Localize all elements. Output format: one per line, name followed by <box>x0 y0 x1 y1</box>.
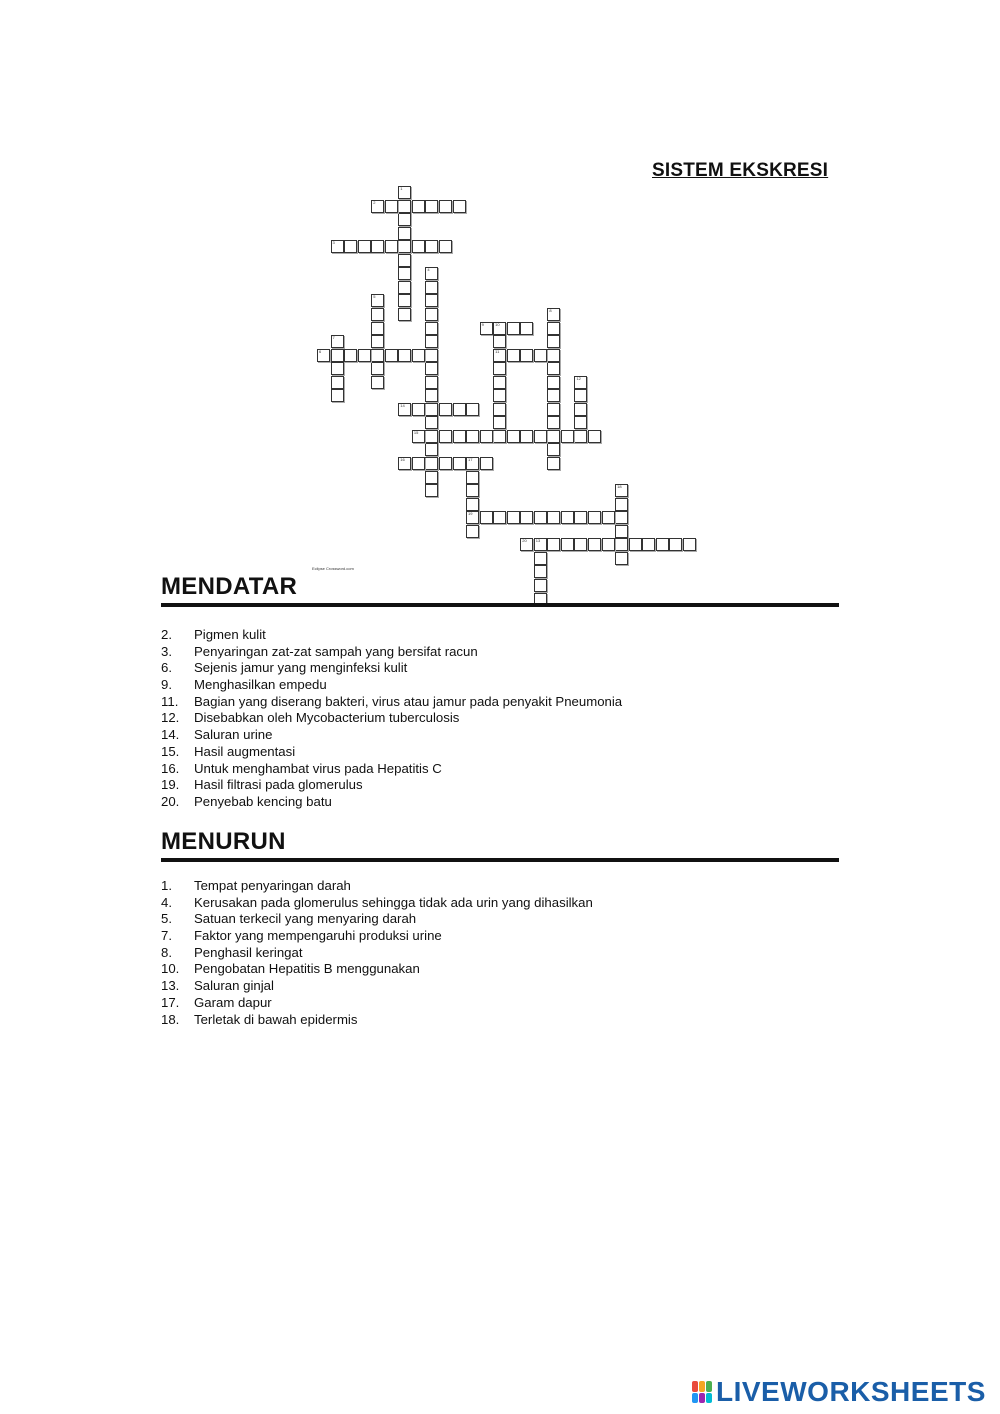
mendatar-clue-item <box>161 627 622 644</box>
crossword-cell[interactable] <box>547 389 560 402</box>
clue-text: Tempat penyaringan darah <box>194 878 351 893</box>
crossword-cell[interactable] <box>425 457 438 470</box>
crossword-cell[interactable] <box>371 294 384 307</box>
crossword-cell[interactable] <box>493 376 506 389</box>
crossword-cell[interactable] <box>398 227 411 240</box>
crossword-cell[interactable] <box>615 484 628 497</box>
crossword-cell[interactable] <box>412 403 425 416</box>
crossword-cell[interactable] <box>412 349 425 362</box>
clue-text: Pigmen kulit <box>194 627 266 642</box>
clue-number: 14. <box>161 727 180 743</box>
crossword-cell[interactable] <box>439 200 452 213</box>
crossword-cell[interactable] <box>534 511 547 524</box>
crossword-cell[interactable] <box>588 538 601 551</box>
clue-number: 12. <box>161 710 180 726</box>
cell-number: 15 <box>413 429 419 435</box>
clue-text: Disebabkan oleh Mycobacterium tuberculosis <box>194 710 460 726</box>
crossword-cell[interactable] <box>466 498 479 511</box>
clue-text: Penyaringan zat-zat sampah yang bersifat racun <box>194 643 478 659</box>
crossword-cell[interactable] <box>317 349 330 362</box>
crossword-cell[interactable] <box>534 538 547 551</box>
clue-text: Faktor yang mempengaruhi produksi urine <box>194 928 442 944</box>
crossword-cell[interactable] <box>371 335 384 348</box>
crossword-cell[interactable] <box>398 294 411 307</box>
crossword-cell[interactable] <box>371 376 384 389</box>
mendatar-clue-item <box>161 727 622 744</box>
cell-number: 11 <box>495 348 500 354</box>
crossword-cell[interactable] <box>425 267 438 280</box>
crossword-cell[interactable] <box>371 200 384 213</box>
crossword-cell[interactable] <box>425 376 438 389</box>
crossword-cell[interactable] <box>412 200 425 213</box>
crossword-cell[interactable] <box>398 281 411 294</box>
crossword-cell[interactable] <box>683 538 696 551</box>
clue-number: 3. <box>161 643 172 659</box>
mendatar-clue-item <box>161 644 622 661</box>
clue-text: Untuk menghambat virus pada Hepatitis C <box>194 760 442 776</box>
crossword-cell[interactable] <box>412 430 425 443</box>
crossword-cell[interactable] <box>493 349 506 362</box>
clue-text: Terletak di bawah epidermis <box>194 1011 358 1027</box>
clue-text: Penghasil keringat <box>194 944 303 960</box>
menurun-clue-item <box>161 961 593 978</box>
clue-text: Saluran ginjal <box>194 978 274 994</box>
crossword-cell[interactable] <box>574 416 587 429</box>
crossword-cell[interactable] <box>561 511 574 524</box>
logo-icon <box>692 1381 712 1403</box>
crossword-cell[interactable] <box>425 443 438 456</box>
crossword-cell[interactable] <box>466 471 479 484</box>
crossword-cell[interactable] <box>425 335 438 348</box>
crossword-cell[interactable] <box>615 511 628 524</box>
clue-text: Saluran urine <box>194 727 273 743</box>
crossword-cell[interactable] <box>574 389 587 402</box>
clue-text: Kerusakan pada glomerulus sehingga tidak ada urin yang dihasilkan <box>194 894 593 910</box>
crossword-cell[interactable] <box>425 308 438 321</box>
crossword-cell[interactable] <box>412 457 425 470</box>
crossword-cell[interactable] <box>588 511 601 524</box>
crossword-cell[interactable] <box>547 416 560 429</box>
menurun-clue-item <box>161 978 593 995</box>
clue-number: 19. <box>161 777 180 793</box>
mendatar-clue-list <box>161 627 622 811</box>
cell-number: 12 <box>576 375 581 381</box>
mendatar-rule <box>161 603 839 607</box>
clue-number: 5. <box>161 911 172 927</box>
crossword-cell[interactable] <box>507 430 520 443</box>
crossword-cell[interactable] <box>547 349 560 362</box>
crossword-cell[interactable] <box>439 430 452 443</box>
menurun-clue-item <box>161 945 593 962</box>
clue-text: Hasil filtrasi pada glomerulus <box>194 777 363 793</box>
crossword-cell[interactable] <box>331 376 344 389</box>
crossword-cell[interactable] <box>425 430 438 443</box>
crossword-cell[interactable] <box>520 430 533 443</box>
crossword-cell[interactable] <box>425 484 438 497</box>
crossword-cell[interactable] <box>331 349 344 362</box>
crossword-cell[interactable] <box>398 240 411 253</box>
clue-text: Menghasilkan empedu <box>194 677 327 693</box>
cell-number: 1 <box>400 186 403 191</box>
crossword-cell[interactable] <box>466 403 479 416</box>
menurun-clue-item <box>161 911 593 928</box>
crossword-cell[interactable] <box>547 335 560 348</box>
logo-text: LIVEWORKSHEETS <box>716 1376 986 1407</box>
crossword-cell[interactable] <box>425 200 438 213</box>
cell-number: 7 <box>332 335 335 341</box>
crossword-cell[interactable] <box>547 376 560 389</box>
crossword-cell[interactable] <box>453 457 466 470</box>
menurun-clue-list <box>161 878 593 1028</box>
crossword-cell[interactable] <box>534 579 547 592</box>
menurun-clue-item <box>161 1012 593 1029</box>
crossword-cell[interactable] <box>520 511 533 524</box>
crossword-cell[interactable] <box>331 362 344 375</box>
crossword-cell[interactable] <box>466 525 479 538</box>
crossword-cell[interactable] <box>520 538 533 551</box>
crossword-cell[interactable] <box>398 267 411 280</box>
clue-number: 7. <box>161 928 172 944</box>
crossword-cell[interactable] <box>574 538 587 551</box>
crossword-cell[interactable] <box>371 308 384 321</box>
crossword-cell[interactable] <box>425 403 438 416</box>
cell-number: 19 <box>468 511 473 517</box>
crossword-cell[interactable] <box>615 498 628 511</box>
crossword-cell[interactable] <box>425 471 438 484</box>
crossword-cell[interactable] <box>507 349 520 362</box>
crossword-cell[interactable] <box>547 511 560 524</box>
cell-number: 16 <box>400 457 405 462</box>
crossword-cell[interactable] <box>534 565 547 578</box>
crossword-cell[interactable] <box>439 403 452 416</box>
crossword-cell[interactable] <box>331 389 344 402</box>
crossword-cell[interactable] <box>398 308 411 321</box>
crossword-cell[interactable] <box>480 430 493 443</box>
crossword-cell[interactable] <box>371 322 384 335</box>
clue-text: Sejenis jamur yang menginfeksi kulit <box>194 660 408 676</box>
mendatar-clue-item <box>161 794 622 811</box>
crossword-cell[interactable] <box>615 525 628 538</box>
crossword-cell[interactable] <box>425 240 438 253</box>
clue-number: 17. <box>161 994 180 1010</box>
credit-text: Eclipse Crossword.com <box>312 566 354 571</box>
mendatar-clue-item <box>161 777 622 794</box>
crossword-cell[interactable] <box>493 403 506 416</box>
crossword-cell[interactable] <box>642 538 655 551</box>
crossword-cell[interactable] <box>493 430 506 443</box>
crossword-cell[interactable] <box>344 349 357 362</box>
cell-number: 20 <box>522 538 527 544</box>
crossword-cell[interactable] <box>520 322 533 335</box>
crossword-cell[interactable] <box>561 538 574 551</box>
crossword-cell[interactable] <box>507 511 520 524</box>
crossword-cell[interactable] <box>398 254 411 267</box>
crossword-cell[interactable] <box>547 443 560 456</box>
mendatar-clue-item <box>161 677 622 694</box>
clue-text: Bagian yang diserang bakteri, virus atau jamur pada penyakit Pneumonia <box>194 693 623 709</box>
crossword-cell[interactable] <box>331 240 344 253</box>
clue-text: Pengobatan Hepatitis B menggunakan <box>194 961 420 977</box>
menurun-heading: MENURUN <box>161 828 286 855</box>
crossword-cell[interactable] <box>547 403 560 416</box>
mendatar-heading: MENDATAR <box>161 573 298 600</box>
crossword-cell[interactable] <box>425 349 438 362</box>
clue-number: 16. <box>161 760 180 776</box>
crossword-cell[interactable] <box>480 322 493 335</box>
crossword-cell[interactable] <box>331 335 344 348</box>
crossword-cell[interactable] <box>439 457 452 470</box>
crossword-cell[interactable] <box>588 430 601 443</box>
crossword-cell[interactable] <box>398 349 411 362</box>
crossword-cell[interactable] <box>425 416 438 429</box>
crossword-cell[interactable] <box>425 281 438 294</box>
crossword-cell[interactable] <box>371 349 384 362</box>
crossword-cell[interactable] <box>547 430 560 443</box>
clue-number: 4. <box>161 894 172 910</box>
crossword-cell[interactable] <box>656 538 669 551</box>
crossword-cell[interactable] <box>466 430 479 443</box>
mendatar-clue-item <box>161 694 622 711</box>
crossword-cell[interactable] <box>385 240 398 253</box>
cell-number: 3 <box>332 240 335 246</box>
crossword-cell[interactable] <box>398 186 411 199</box>
clue-number: 2. <box>161 627 172 642</box>
clue-number: 6. <box>161 660 172 676</box>
clue-number: 8. <box>161 944 172 960</box>
cell-number: 18 <box>617 484 622 490</box>
crossword-cell[interactable] <box>574 430 587 443</box>
cell-number: 6 <box>319 348 322 354</box>
crossword-cell[interactable] <box>615 538 628 551</box>
crossword-cell[interactable] <box>561 430 574 443</box>
crossword-cell[interactable] <box>425 362 438 375</box>
crossword-cell[interactable] <box>493 322 506 335</box>
cell-number: 5 <box>373 294 376 300</box>
liveworksheets-logo <box>692 1376 986 1408</box>
clue-number: 10. <box>161 961 180 977</box>
crossword-cell[interactable] <box>615 552 628 565</box>
clue-text: Penyebab kencing batu <box>194 793 332 809</box>
crossword-cell[interactable] <box>453 403 466 416</box>
crossword-cell[interactable] <box>453 200 466 213</box>
crossword-cell[interactable] <box>602 538 615 551</box>
mendatar-clue-item <box>161 761 622 778</box>
clue-number: 11. <box>161 693 179 709</box>
cell-number: 14 <box>400 402 405 408</box>
crossword-cell[interactable] <box>547 308 560 321</box>
crossword-cell[interactable] <box>493 362 506 375</box>
crossword-cell[interactable] <box>534 349 547 362</box>
cell-number: 9 <box>481 321 484 327</box>
crossword-cell[interactable] <box>371 240 384 253</box>
crossword-cell[interactable] <box>534 552 547 565</box>
crossword-cell[interactable] <box>385 200 398 213</box>
menurun-clue-item <box>161 895 593 912</box>
crossword-cell[interactable] <box>425 389 438 402</box>
page-title: SISTEM EKSKRESI <box>652 160 829 181</box>
crossword-cell[interactable] <box>425 322 438 335</box>
crossword-cell[interactable] <box>493 511 506 524</box>
clue-text: Hasil augmentasi <box>194 743 296 759</box>
crossword-cell[interactable] <box>493 416 506 429</box>
crossword-cell[interactable] <box>520 349 533 362</box>
crossword-cell[interactable] <box>629 538 642 551</box>
crossword-cell[interactable] <box>547 538 560 551</box>
crossword-cell[interactable] <box>493 335 506 348</box>
crossword-cell[interactable] <box>493 389 506 402</box>
mendatar-clue-item <box>161 710 622 727</box>
crossword-cell[interactable] <box>547 322 560 335</box>
crossword-cell[interactable] <box>398 403 411 416</box>
cell-number: 4 <box>427 267 430 273</box>
crossword-cell[interactable] <box>344 240 357 253</box>
crossword-cell[interactable] <box>507 322 520 335</box>
crossword-grid[interactable] <box>0 0 1000 600</box>
menurun-clue-item <box>161 928 593 945</box>
clue-number: 15. <box>161 743 180 759</box>
crossword-cell[interactable] <box>358 349 371 362</box>
clue-number: 20. <box>161 793 180 809</box>
clue-text: Garam dapur <box>194 994 272 1010</box>
crossword-cell[interactable] <box>385 349 398 362</box>
clue-text: Satuan terkecil yang menyaring darah <box>194 911 417 927</box>
crossword-cell[interactable] <box>358 240 371 253</box>
cell-number: 8 <box>549 307 552 313</box>
crossword-cell[interactable] <box>480 511 493 524</box>
crossword-cell[interactable] <box>425 294 438 307</box>
crossword-cell[interactable] <box>453 430 466 443</box>
crossword-cell[interactable] <box>398 457 411 470</box>
crossword-cell[interactable] <box>602 511 615 524</box>
menurun-clue-item <box>161 878 593 895</box>
cell-number: 2 <box>373 199 376 205</box>
crossword-cell[interactable] <box>547 362 560 375</box>
crossword-cell[interactable] <box>574 403 587 416</box>
crossword-cell[interactable] <box>371 362 384 375</box>
crossword-cell[interactable] <box>534 430 547 443</box>
mendatar-clue-item <box>161 660 622 677</box>
menurun-clue-item <box>161 995 593 1012</box>
crossword-cell[interactable] <box>398 213 411 226</box>
cell-number: 13 <box>535 538 541 544</box>
crossword-cell[interactable] <box>466 511 479 524</box>
crossword-cell[interactable] <box>547 457 560 470</box>
crossword-cell[interactable] <box>574 376 587 389</box>
crossword-cell[interactable] <box>466 484 479 497</box>
cell-number: 10 <box>495 321 500 327</box>
clue-number: 9. <box>161 677 172 693</box>
crossword-cell[interactable] <box>398 200 411 213</box>
crossword-cell[interactable] <box>412 240 425 253</box>
clue-number: 1. <box>161 878 172 893</box>
mendatar-clue-item <box>161 744 622 761</box>
crossword-cell[interactable] <box>574 511 587 524</box>
crossword-cell[interactable] <box>466 457 479 470</box>
cell-number: 17 <box>468 457 473 462</box>
crossword-cell[interactable] <box>439 240 452 253</box>
clue-number: 13. <box>161 978 180 994</box>
menurun-rule <box>161 858 839 862</box>
crossword-cell[interactable] <box>669 538 682 551</box>
clue-number: 18. <box>161 1011 180 1027</box>
crossword-cell[interactable] <box>480 457 493 470</box>
